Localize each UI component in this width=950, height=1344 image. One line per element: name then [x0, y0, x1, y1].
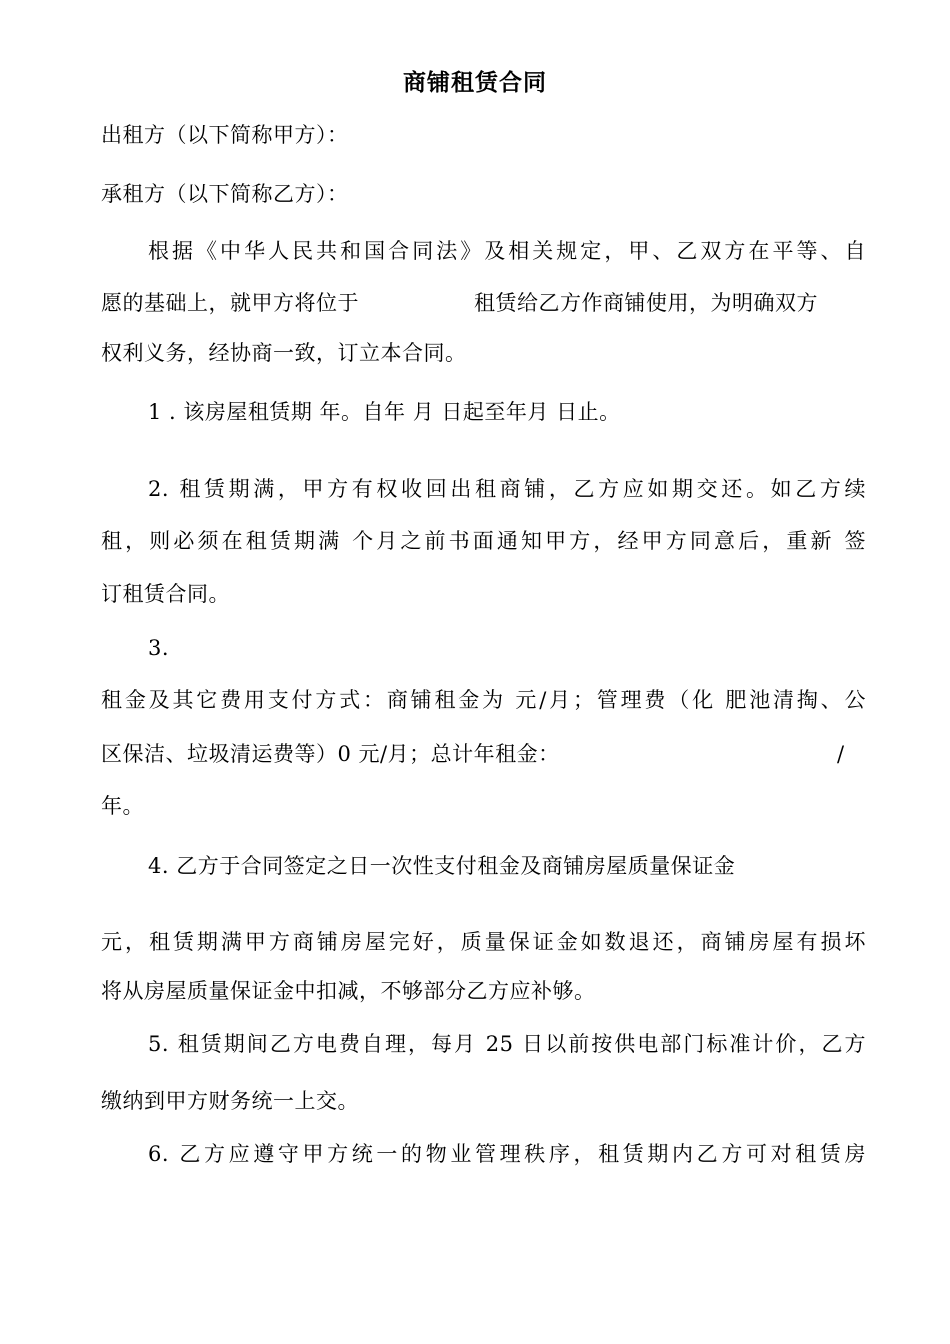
- preamble-line-2b: 租赁给乙方作商铺使用，为明确双方: [474, 291, 818, 315]
- clause-5-line-1: 5. 租赁期间乙方电费自理，每月 25 日以前按供电部门标准计价，乙方: [148, 1032, 866, 1056]
- clause-1: 1 . 该房屋租赁期 年。自年 月 日起至年月 日止。: [148, 400, 621, 424]
- clause-6-line-1: 6. 乙方应遵守甲方统一的物业管理秩序，租赁期内乙方可对租赁房: [148, 1142, 866, 1166]
- clause-2-line-2: 租，则必须在租赁期满 个月之前书面通知甲方，经甲方同意后，重新 签: [101, 529, 866, 553]
- clause-3-line-3: 年。: [101, 794, 144, 818]
- preamble-line-2a: 愿的基础上，就甲方将位于: [101, 291, 359, 315]
- clause-2-line-1: 2. 租赁期满，甲方有权收回出租商铺，乙方应如期交还。如乙方续: [148, 477, 866, 501]
- clause-3-number: 3.: [148, 636, 170, 660]
- preamble-line-1: 根据《中华人民共和国合同法》及相关规定，甲、乙双方在平等、自: [148, 239, 866, 263]
- clause-5-line-2: 缴纳到甲方财务统一上交。: [101, 1089, 359, 1113]
- clause-4-line-3: 将从房屋质量保证金中扣减，不够部分乙方应补够。: [101, 979, 596, 1003]
- party-b-line: 承租方（以下简称乙方）：: [101, 182, 349, 206]
- clause-2-line-3: 订租赁合同。: [101, 582, 230, 606]
- document-title: 商铺租赁合同: [403, 69, 547, 96]
- clause-4-line-2: 元，租赁期满甲方商铺房屋完好，质量保证金如数退还，商铺房屋有损坏: [101, 930, 866, 954]
- party-a-line: 出租方（以下简称甲方）：: [101, 123, 349, 147]
- clause-3-line-1: 租金及其它费用支付方式：商铺租金为 元/月；管理费（化 肥池清掏、公: [101, 688, 866, 712]
- clause-4-line-1: 4. 乙方于合同签定之日一次性支付租金及商铺房屋质量保证金: [148, 854, 736, 878]
- clause-3-line-2b: /: [837, 742, 845, 766]
- preamble-line-3: 权利义务，经协商一致，订立本合同。: [101, 341, 467, 365]
- clause-3-line-2a: 区保洁、垃圾清运费等）0 元/月；总计年租金：: [101, 742, 560, 766]
